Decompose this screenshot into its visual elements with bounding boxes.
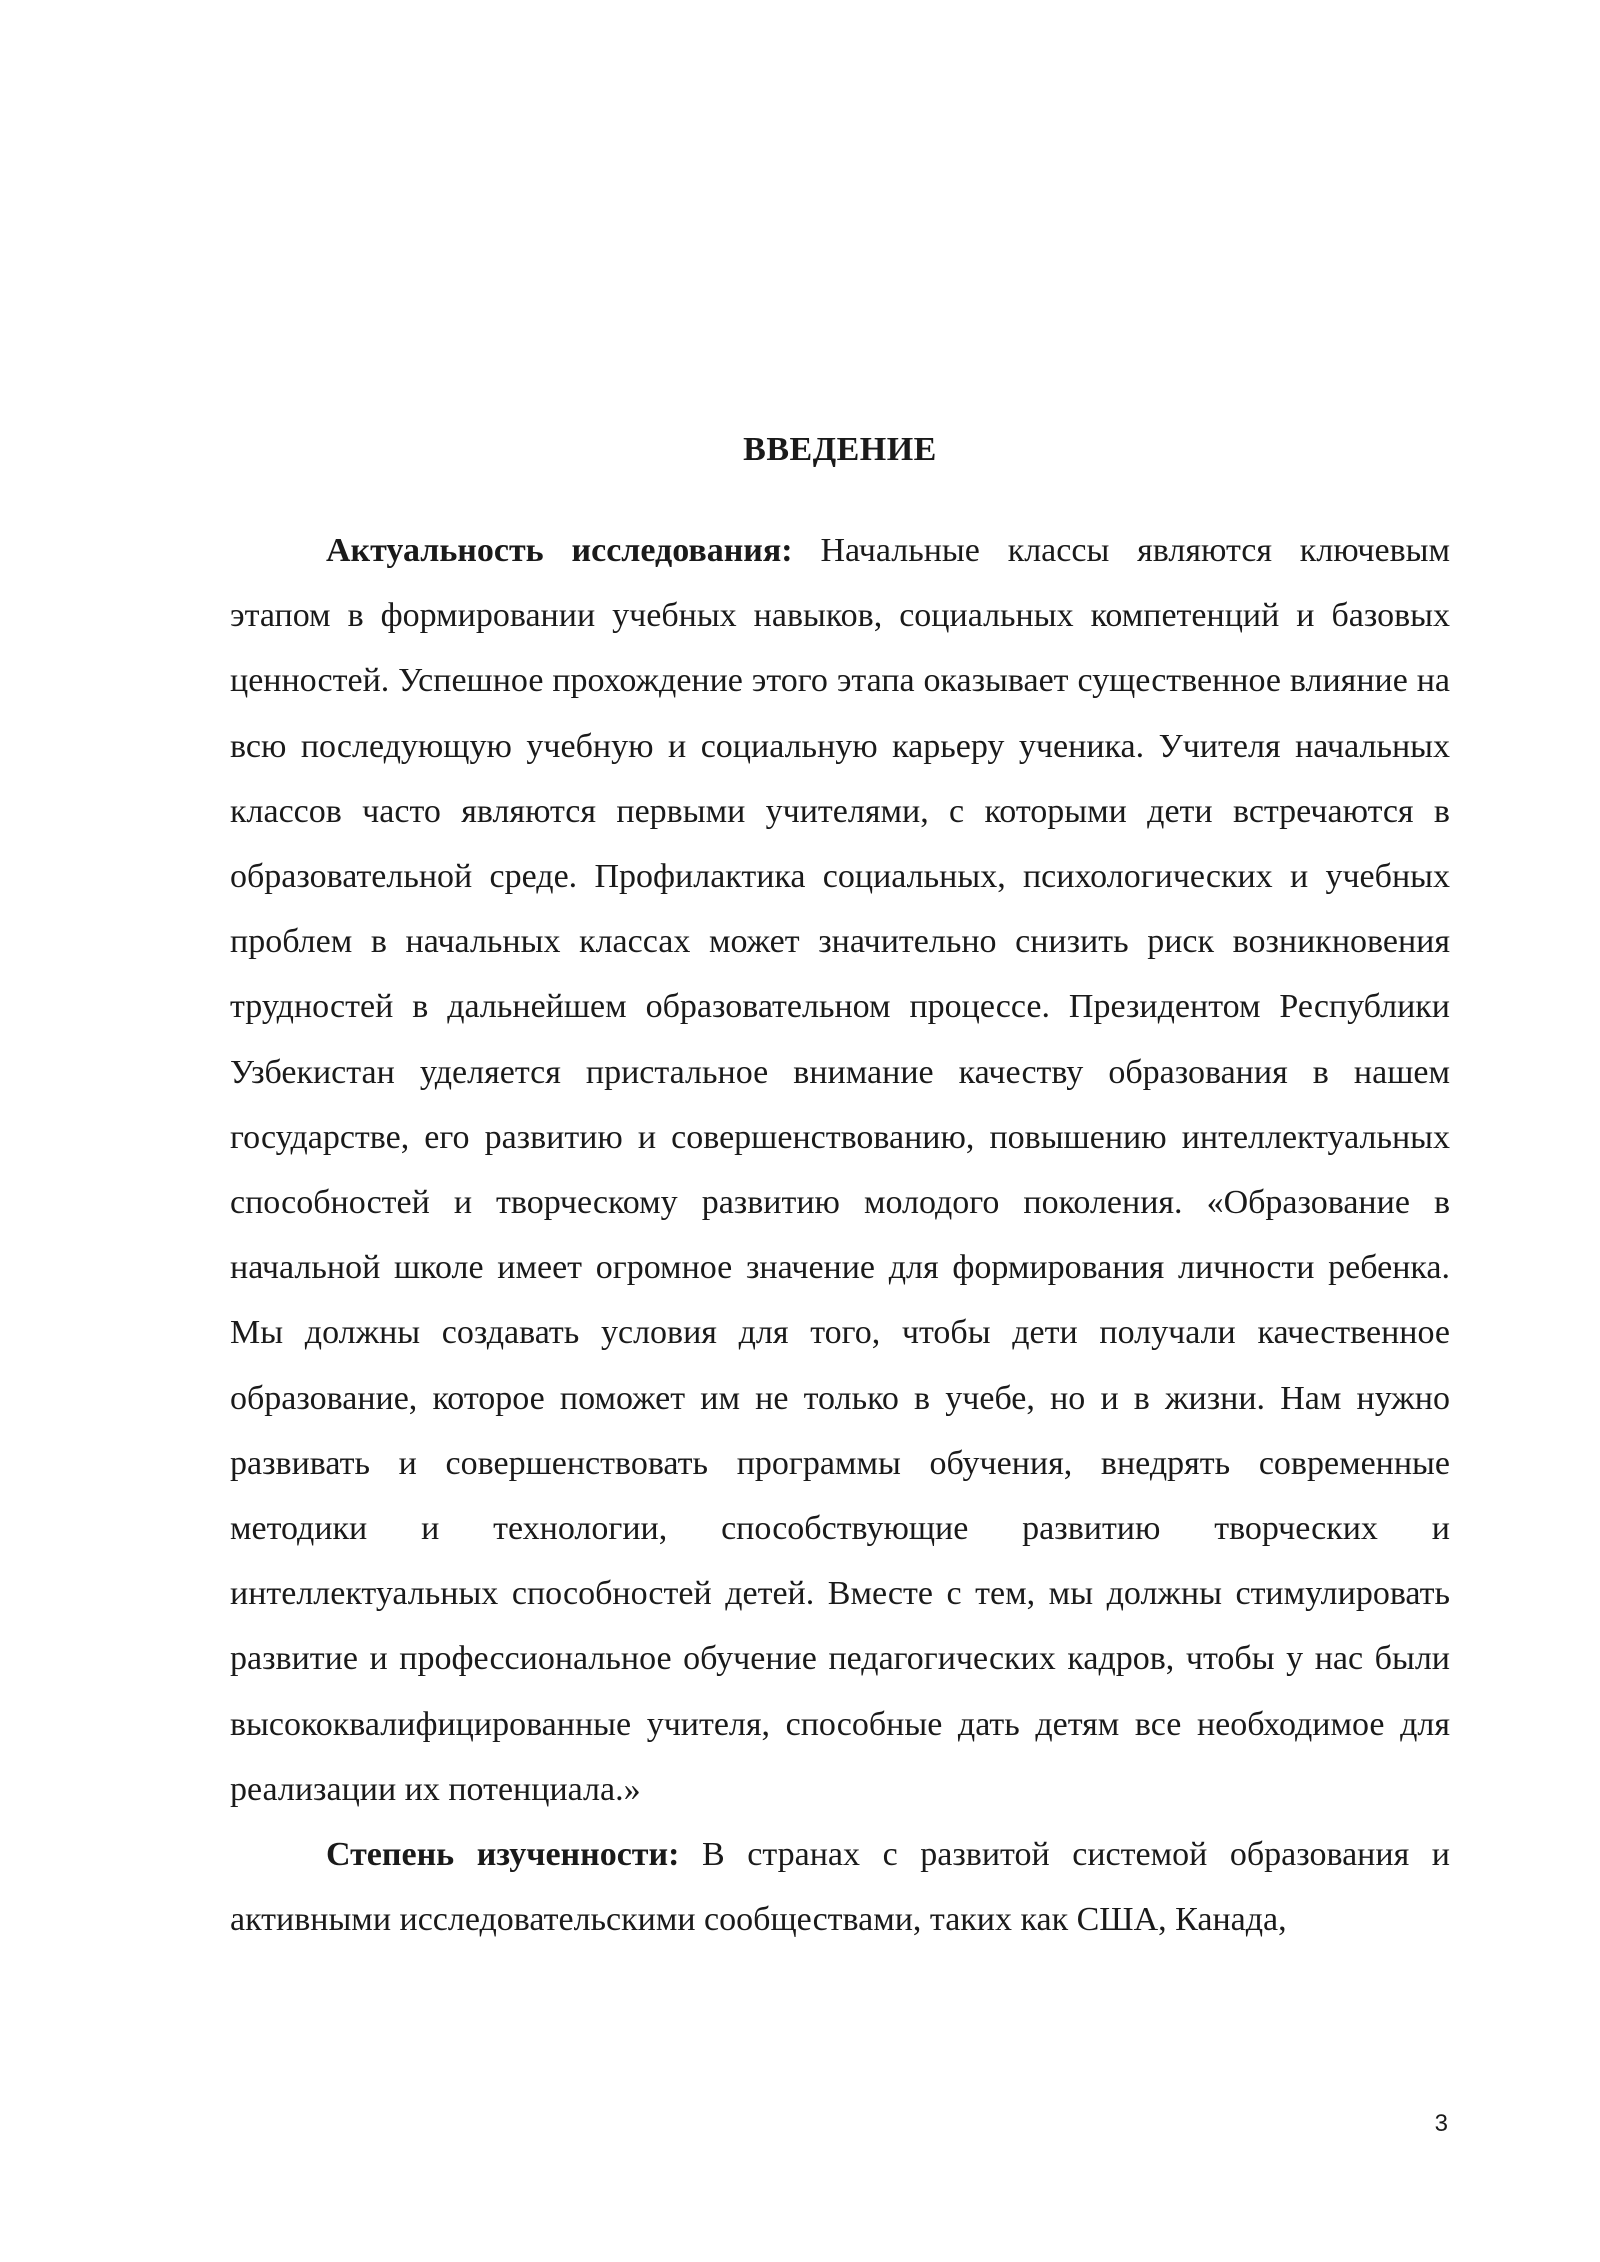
paragraph-relevance (230, 518, 1450, 1822)
page-title: ВВЕДЕНИЕ (743, 431, 937, 468)
page-number: 3 (1434, 2110, 1448, 2137)
paragraph-degree-of-study (230, 1822, 1450, 1952)
document-body (230, 518, 1450, 1952)
paragraph-label-degree-of-study: Степень изученности: (326, 1836, 680, 1874)
paragraph-text-degree-of-study: В странах с развитой системой образования и активными исследовательскими сообществами, таких как США, Канада, (230, 1836, 1450, 1939)
paragraph-label-relevance: Актуальность исследования: (326, 532, 793, 569)
paragraph-text-relevance: Начальные классы являются ключевым этапом в формировании учебных навыков, социальных компетенций и базовых ценностей. Успешное прохождение этого этапа оказывает существенное влияние на всю последующую учебную и социальную карьеру ученика. Учителя начальных классов часто являются первыми учителями, с которыми дети встречаются в образовательной среде. Профилактика социальных, психологических и учебных проблем в начальных классах может значительно снизить риск возникновения трудностей в дальнейшем образовательном процессе. Президентом Республики Узбекистан уделяется пристальное внимание качеству образования в нашем государстве, его развитию и совершенствованию, повышению интеллектуальных способностей и творческому развитию молодого поколения. «Образование в начальной школе имеет огромное значение для формирования личности ребенка. Мы должны создавать условия для того, чтобы дети получали качественное образование, которое поможет им не только в учебе, но и в жизни. Нам нужно развивать и совершенствовать программы обучения, внедрять современные методики и технологии, способствующие развитию творческих и интеллектуальных способностей детей. Вместе с тем, мы должны стимулировать развитие и профессиональное обучение педагогических кадров, чтобы у нас были высококвалифицированные учителя, способные дать детям все необходимое для реализации их потенциала.» (230, 532, 1451, 1808)
